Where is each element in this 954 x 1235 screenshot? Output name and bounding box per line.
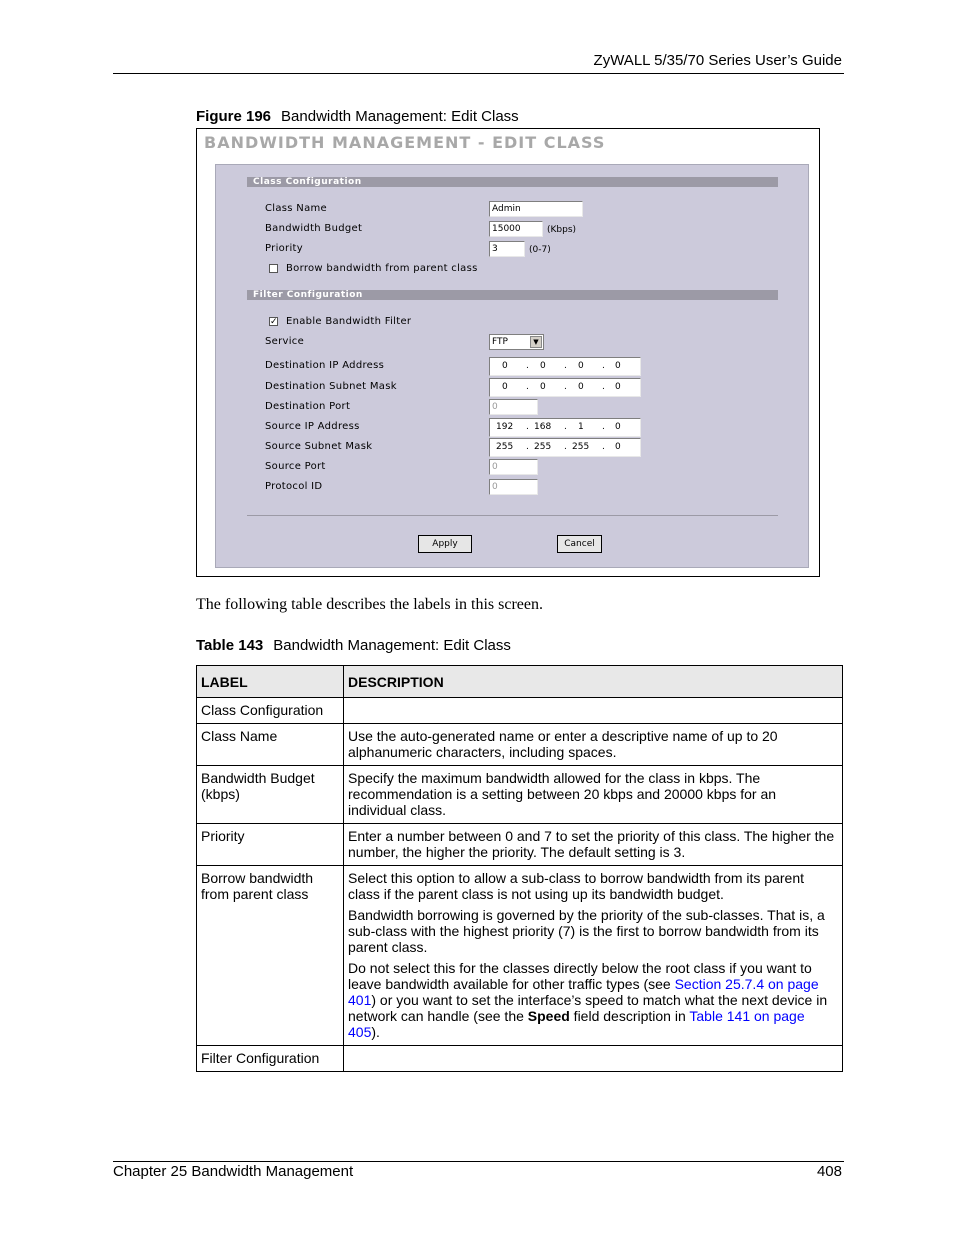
description-text: ). — [371, 1024, 380, 1040]
ip-octet[interactable]: 1 — [578, 422, 584, 432]
borrow-checkbox[interactable] — [269, 264, 278, 273]
row-label: Class Name — [197, 724, 344, 766]
footer-rule — [113, 1161, 844, 1162]
priority-range: (0-7) — [529, 245, 551, 255]
enable-filter-checkbox[interactable]: ✓ — [270, 316, 278, 326]
filter-config-heading: Filter Configuration — [247, 290, 778, 300]
ip-octet[interactable]: 0 — [502, 382, 508, 392]
ip-dot: . — [602, 422, 605, 432]
class-config-heading: Class Configuration — [247, 177, 778, 187]
ip-dot: . — [564, 422, 567, 432]
description-text: field description in — [569, 1008, 690, 1024]
header-rule — [113, 73, 844, 74]
bandwidth-budget-input[interactable]: 15000 — [489, 221, 543, 237]
ip-dot: . — [526, 422, 529, 432]
ip-dot: . — [564, 442, 567, 452]
enable-filter-label: Enable Bandwidth Filter — [286, 316, 412, 327]
description-paragraph — [348, 960, 838, 1040]
section-link[interactable]: Section 25.7.4 on page 401 — [348, 976, 819, 1008]
budget-unit: (Kbps) — [547, 225, 577, 235]
protocol-id-input[interactable]: 0 — [489, 479, 538, 495]
ip-octet[interactable]: 0 — [540, 361, 546, 371]
table-link[interactable]: Table 141 on page 405 — [348, 1008, 805, 1040]
ip-dot: . — [564, 382, 567, 392]
priority-input[interactable]: 3 — [489, 241, 525, 257]
ip-octet[interactable]: 0 — [615, 442, 621, 452]
row-description — [344, 1046, 843, 1072]
dest-port-label: Destination Port — [265, 401, 351, 412]
src-port-label: Source Port — [265, 461, 326, 472]
running-header: ZyWALL 5/35/70 Series User’s Guide — [593, 52, 842, 69]
row-description: Specify the maximum bandwidth allowed for the class in kbps. The recommendation is a setting between 20 kbps and 20000 kbps for an individual class. — [344, 766, 843, 824]
src-ip-label: Source IP Address — [265, 421, 360, 432]
service-value: FTP — [492, 337, 508, 347]
ip-dot: . — [602, 442, 605, 452]
ip-dot: . — [526, 361, 529, 371]
ip-octet[interactable]: 255 — [496, 442, 514, 452]
label-description-table — [196, 665, 843, 1072]
description-paragraph: Select this option to allow a sub-class to borrow bandwidth from its parent class if the parent class is not using up its bandwidth budget. — [348, 870, 805, 902]
table-header-row — [197, 666, 843, 698]
chevron-down-icon[interactable]: ▼ — [530, 336, 542, 348]
chapter-footer: Chapter 25 Bandwidth Management — [113, 1163, 354, 1180]
figure-caption-text: Bandwidth Management: Edit Class — [281, 108, 519, 125]
service-label: Service — [265, 336, 305, 347]
column-header-label: LABEL — [197, 666, 344, 698]
ip-octet[interactable]: 0 — [578, 361, 584, 371]
row-label: Class Configuration — [197, 698, 344, 724]
description-paragraph: Bandwidth borrowing is governed by the priority of the sub-classes. That is, a sub-class with the highest priority (7) is the first to borrow bandwidth from its parent class. — [348, 907, 825, 955]
bandwidth-budget-label: Bandwidth Budget — [265, 223, 363, 234]
column-header-description: DESCRIPTION — [344, 666, 843, 698]
ip-dot: . — [564, 361, 567, 371]
row-label: Borrow bandwidth from parent class — [197, 866, 344, 1046]
table-caption — [196, 637, 511, 654]
ip-octet[interactable]: 255 — [572, 442, 590, 452]
row-description — [344, 866, 843, 1046]
table-row — [197, 1046, 843, 1072]
protocol-id-label: Protocol ID — [265, 481, 323, 492]
intro-text: The following table describes the labels in this screen. — [196, 596, 544, 613]
ip-octet[interactable]: 255 — [534, 442, 552, 452]
dest-mask-label: Destination Subnet Mask — [265, 381, 397, 392]
dest-ip-label: Destination IP Address — [265, 360, 385, 371]
ip-octet[interactable]: 168 — [534, 422, 552, 432]
dest-port-input[interactable]: 0 — [489, 399, 538, 415]
ip-octet[interactable]: 0 — [615, 382, 621, 392]
page-number: 408 — [816, 1163, 842, 1180]
src-port-input[interactable]: 0 — [489, 459, 538, 475]
ip-dot: . — [526, 442, 529, 452]
ip-octet[interactable]: 0 — [540, 382, 546, 392]
figure-caption — [196, 108, 519, 125]
table-row — [197, 866, 843, 1046]
ip-dot: . — [602, 361, 605, 371]
src-ip-input[interactable] — [489, 418, 641, 437]
class-name-label: Class Name — [265, 203, 327, 214]
row-label: Bandwidth Budget (kbps) — [197, 766, 344, 824]
ip-dot: . — [526, 382, 529, 392]
dest-ip-input[interactable] — [489, 357, 641, 376]
table-row — [197, 824, 843, 866]
table-caption-text: Bandwidth Management: Edit Class — [273, 637, 511, 654]
apply-button[interactable]: Apply — [418, 535, 472, 553]
screen-title: BANDWIDTH MANAGEMENT - EDIT CLASS — [204, 133, 606, 152]
cancel-button[interactable]: Cancel — [557, 535, 602, 553]
figure-number: Figure 196 — [196, 108, 272, 125]
table-row — [197, 724, 843, 766]
row-label: Filter Configuration — [197, 1046, 344, 1072]
description-text: Do not select this for the classes directly below the root class if you want to leave bandwidth available for other traffic types (see — [348, 960, 812, 992]
speed-field-name: Speed — [527, 1008, 570, 1024]
ip-dot: . — [602, 382, 605, 392]
table-row — [197, 698, 843, 724]
row-description: Enter a number between 0 and 7 to set the priority of this class. The higher the number, the higher the priority. The default setting is 3. — [344, 824, 843, 866]
src-mask-input[interactable] — [489, 438, 641, 457]
dest-mask-input[interactable] — [489, 378, 641, 397]
class-name-input[interactable]: Admin — [489, 201, 583, 217]
src-mask-label: Source Subnet Mask — [265, 441, 373, 452]
ip-octet[interactable]: 0 — [615, 361, 621, 371]
ip-octet[interactable]: 0 — [615, 422, 621, 432]
button-separator — [247, 515, 778, 516]
service-select[interactable] — [489, 334, 544, 350]
row-label: Priority — [197, 824, 344, 866]
ip-octet[interactable]: 192 — [496, 422, 514, 432]
ip-octet[interactable]: 0 — [578, 382, 584, 392]
ip-octet[interactable]: 0 — [502, 361, 508, 371]
row-description — [344, 698, 843, 724]
description-text: ) or you want to set the interface’s speed to match what the next device in network can handle (see the — [348, 992, 828, 1024]
borrow-label: Borrow bandwidth from parent class — [286, 263, 478, 274]
row-description: Use the auto-generated name or enter a descriptive name of up to 20 alphanumeric characters, including spaces. — [344, 724, 843, 766]
table-number: Table 143 — [196, 637, 264, 654]
priority-label: Priority — [265, 243, 303, 254]
table-row — [197, 766, 843, 824]
